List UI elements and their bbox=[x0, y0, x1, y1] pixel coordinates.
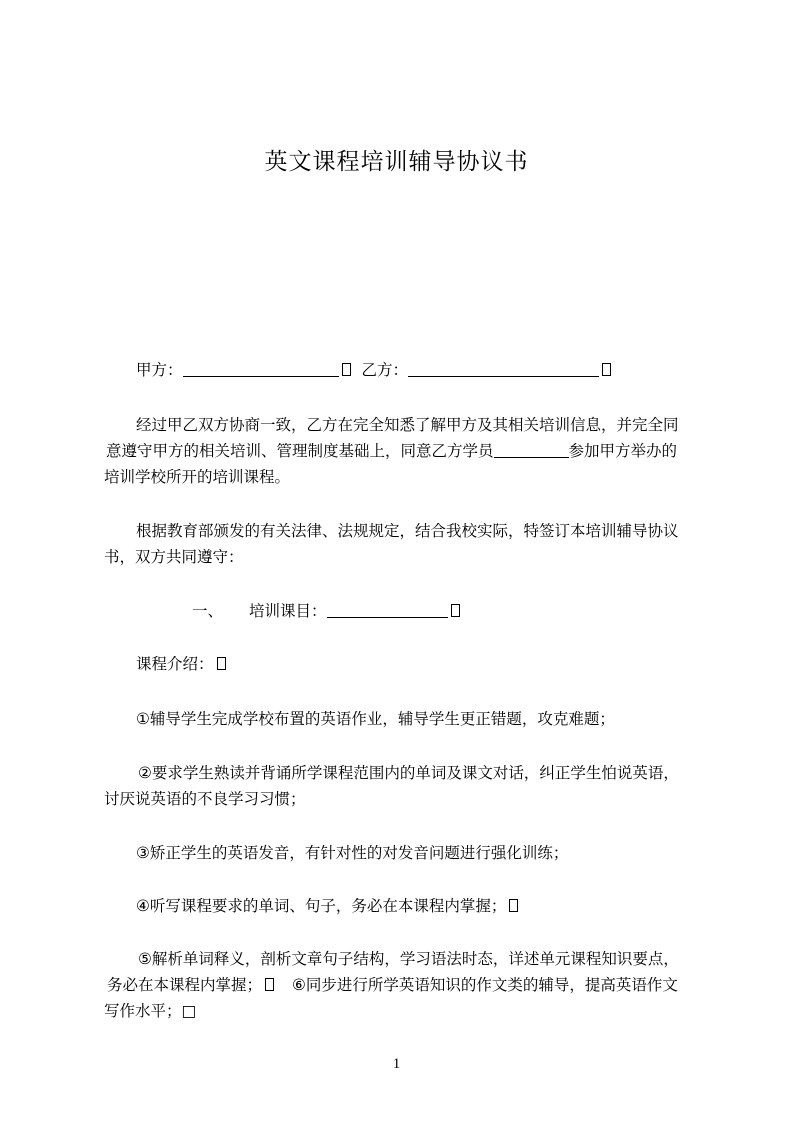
item-3: ③矫正学生的英语发音，有针对性的对发音问题进行强化训练； bbox=[136, 844, 569, 862]
page-number: 1 bbox=[392, 1056, 401, 1072]
placeholder-box-icon bbox=[265, 978, 274, 991]
section1-line bbox=[192, 598, 792, 624]
item-4-line bbox=[136, 893, 736, 919]
para1-line3: 培训学校所开的培训课程。 bbox=[104, 468, 291, 486]
item-1: ①辅导学生完成学校布置的英语作业，辅导学生更正错题，攻克难题； bbox=[136, 710, 615, 728]
placeholder-box-icon bbox=[451, 604, 460, 617]
section1-number: 一、 bbox=[192, 602, 224, 620]
course-intro-label: 课程介绍： bbox=[136, 655, 214, 673]
para1-line2 bbox=[106, 438, 706, 464]
course-intro-line bbox=[136, 651, 736, 677]
party-a-blank[interactable] bbox=[183, 360, 339, 377]
placeholder-box-icon bbox=[509, 899, 518, 912]
item-6-line2: 写作水平；□ bbox=[104, 1002, 197, 1020]
placeholder-box-icon bbox=[217, 657, 226, 670]
section1-label: 培训课目： bbox=[249, 602, 327, 620]
placeholder-box-icon bbox=[342, 363, 351, 376]
item-5-line1: ⑤解析单词释义，剖析文章句子结构，学习语法时态，详述单元课程知识要点， bbox=[138, 950, 679, 968]
party-a-label: 甲方： bbox=[136, 361, 183, 379]
parties-line bbox=[136, 357, 736, 383]
para1-line2-tail: 参加甲方举办的 bbox=[568, 442, 678, 460]
student-name-blank[interactable] bbox=[494, 441, 569, 458]
item-5-line2 bbox=[107, 972, 707, 998]
item-2-line1: ②要求学生熟读并背诵所学课程范围内的单词及课文对话，纠正学生怕说英语， bbox=[138, 764, 679, 782]
para2-line2: 书，双方共同遵守： bbox=[104, 548, 244, 566]
item-5-tail: 务必在本课程内掌握； bbox=[107, 976, 263, 994]
item-4: ④听写课程要求的单词、句子，务必在本课程内掌握； bbox=[136, 897, 507, 915]
item-6-line1: ⑥同步进行所学英语知识的作文类的辅导，提高英语作文 bbox=[292, 976, 678, 994]
para1-line2-text: 意遵守甲方的相关培训、管理制度基础上，同意乙方学员 bbox=[106, 442, 494, 460]
party-b-label: 乙方： bbox=[361, 361, 408, 379]
party-b-blank[interactable] bbox=[408, 360, 599, 377]
course-subject-blank[interactable] bbox=[327, 601, 448, 618]
para1-line1: 经过甲乙双方协商一致，乙方在完全知悉了解甲方及其相关培训信息，并完全同 bbox=[136, 416, 679, 434]
document-title: 英文课程培训辅导协议书 bbox=[264, 149, 529, 175]
placeholder-box-icon bbox=[602, 363, 611, 376]
para2-line1: 根据教育部颁发的有关法律、法规规定，结合我校实际，特签订本培训辅导协议 bbox=[136, 522, 679, 540]
item-2-line2: 讨厌说英语的不良学习习惯； bbox=[104, 790, 306, 808]
